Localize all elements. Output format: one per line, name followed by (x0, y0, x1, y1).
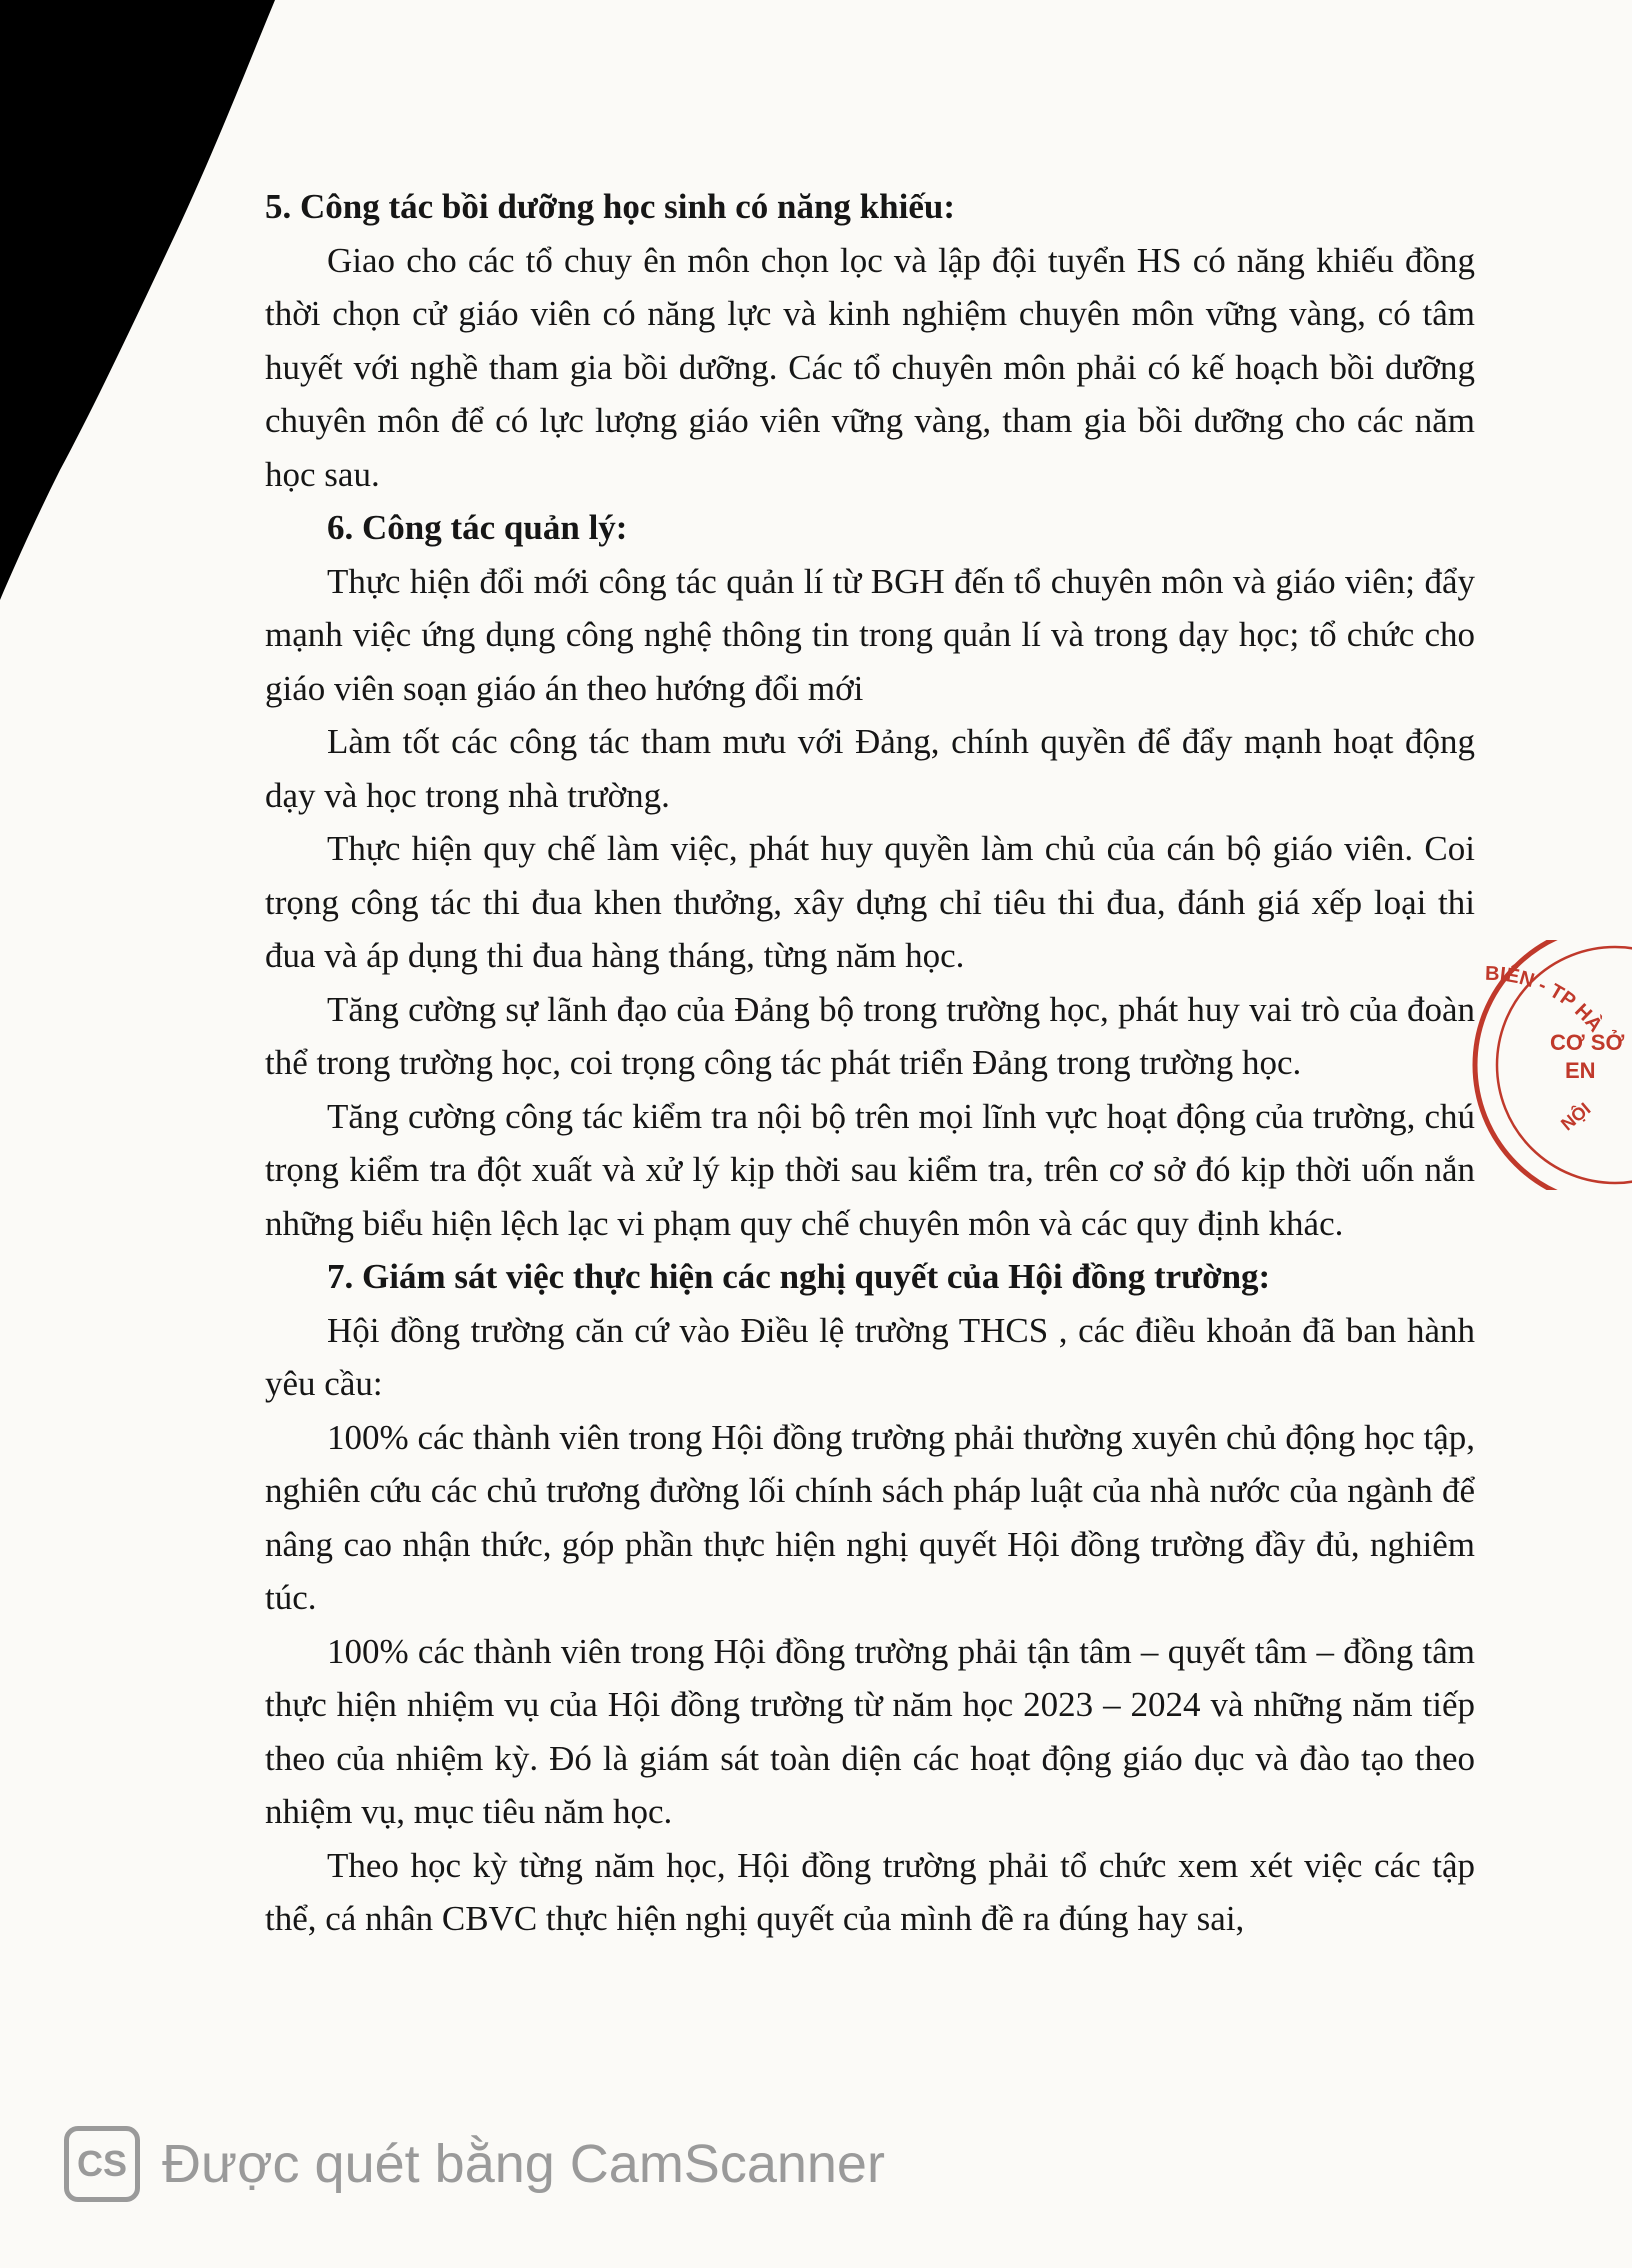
paragraph: Tăng cường công tác kiểm tra nội bộ trên mọi lĩnh vực hoạt động của trường, chú trọng kiểm tra đột xuất và xử lý kịp thời sau kiểm tra, trên cơ sở đó kịp thời uốn nắn những biểu hiện lệch lạc vi phạm quy chế chuyên môn và các quy định khác. (265, 1096, 1475, 1243)
stamp-arc-text: BIÊN - TP HÀ (1484, 962, 1607, 1037)
paragraph: Thực hiện quy chế làm việc, phát huy quyền làm chủ của cán bộ giáo viên. Coi trọng công tác thi đua khen thưởng, xây dựng chỉ tiêu thi đua, đánh giá xếp loại thi đua và áp dụng thi đua hàng tháng, từng năm học. (265, 829, 1475, 975)
section-heading: 5. Công tác bồi dưỡng học sinh có năng khiếu: (265, 187, 955, 226)
stamp-inner-text: CƠ SỞ (1550, 1030, 1625, 1055)
paragraph: Theo học kỳ từng năm học, Hội đồng trường phải tổ chức xem xét việc các tập thể, cá nhân CBVC thực hiện nghị quyết của mình đề ra đúng hay sai, (265, 1845, 1475, 1938)
camscanner-logo-icon: CS (64, 2126, 140, 2202)
paragraph: 100% các thành viên trong Hội đồng trường phải tận tâm – quyết tâm – đồng tâm thực hiện nhiệm vụ của Hội đồng trường từ năm học 2023 – 2024 và những năm tiếp theo của nhiệm kỳ. Đó là giám sát toàn diện các hoạt động giáo dục và đào tạo theo nhiệm vụ, mục tiêu năm học. (265, 1631, 1475, 1831)
paragraph: Giao cho các tổ chuy ên môn chọn lọc và lập đội tuyển HS có năng khiếu đồng thời chọn cử giáo viên có năng lực và kinh nghiệm chuyên môn vững vàng, có tâm huyết với nghề tham gia bồi dưỡng. Các tổ chuyên môn phải có kế hoạch bồi dưỡng chuyên môn để có lực lượng giáo viên vững vàng, tham gia bồi dưỡng cho các năm học sau. (265, 240, 1475, 494)
official-stamp (1415, 940, 1632, 1190)
document-body (265, 180, 1475, 1946)
paragraph: Thực hiện đổi mới công tác quản lí từ BGH đến tổ chuyên môn và giáo viên; đẩy mạnh việc ứng dụng công nghệ thông tin trong quản lí và trong dạy học; tổ chức cho giáo viên soạn giáo án theo hướng đổi mới (265, 561, 1475, 708)
paragraph: 100% các thành viên trong Hội đồng trường phải thường xuyên chủ động học tập, nghiên cứu các chủ trương đường lối chính sách pháp luật của nhà nước của ngành để nâng cao nhận thức, góp phần thực hiện nghị quyết Hội đồng trường đầy đủ, nghiêm túc. (265, 1417, 1475, 1617)
watermark-text: Được quét bằng CamScanner (162, 2134, 885, 2194)
stamp-bottom-text: NỘI (1557, 1098, 1595, 1135)
stamp-lower-text: EN (1565, 1058, 1596, 1083)
paragraph: Hội đồng trường căn cứ vào Điều lệ trường THCS , các điều khoản đã ban hành yêu cầu: (265, 1310, 1475, 1403)
paragraph: Làm tốt các công tác tham mưu với Đảng, chính quyền để đẩy mạnh hoạt động dạy và học trong nhà trường. (265, 722, 1475, 815)
camscanner-watermark (64, 2124, 885, 2204)
section-heading: 6. Công tác quản lý: (327, 508, 628, 547)
paragraph: Tăng cường sự lãnh đạo của Đảng bộ trong trường học, phát huy vai trò của đoàn thể trong trường học, coi trọng công tác phát triển Đảng trong trường học. (265, 989, 1475, 1082)
section-heading: 7. Giám sát việc thực hiện các nghị quyết của Hội đồng trường: (327, 1257, 1271, 1296)
